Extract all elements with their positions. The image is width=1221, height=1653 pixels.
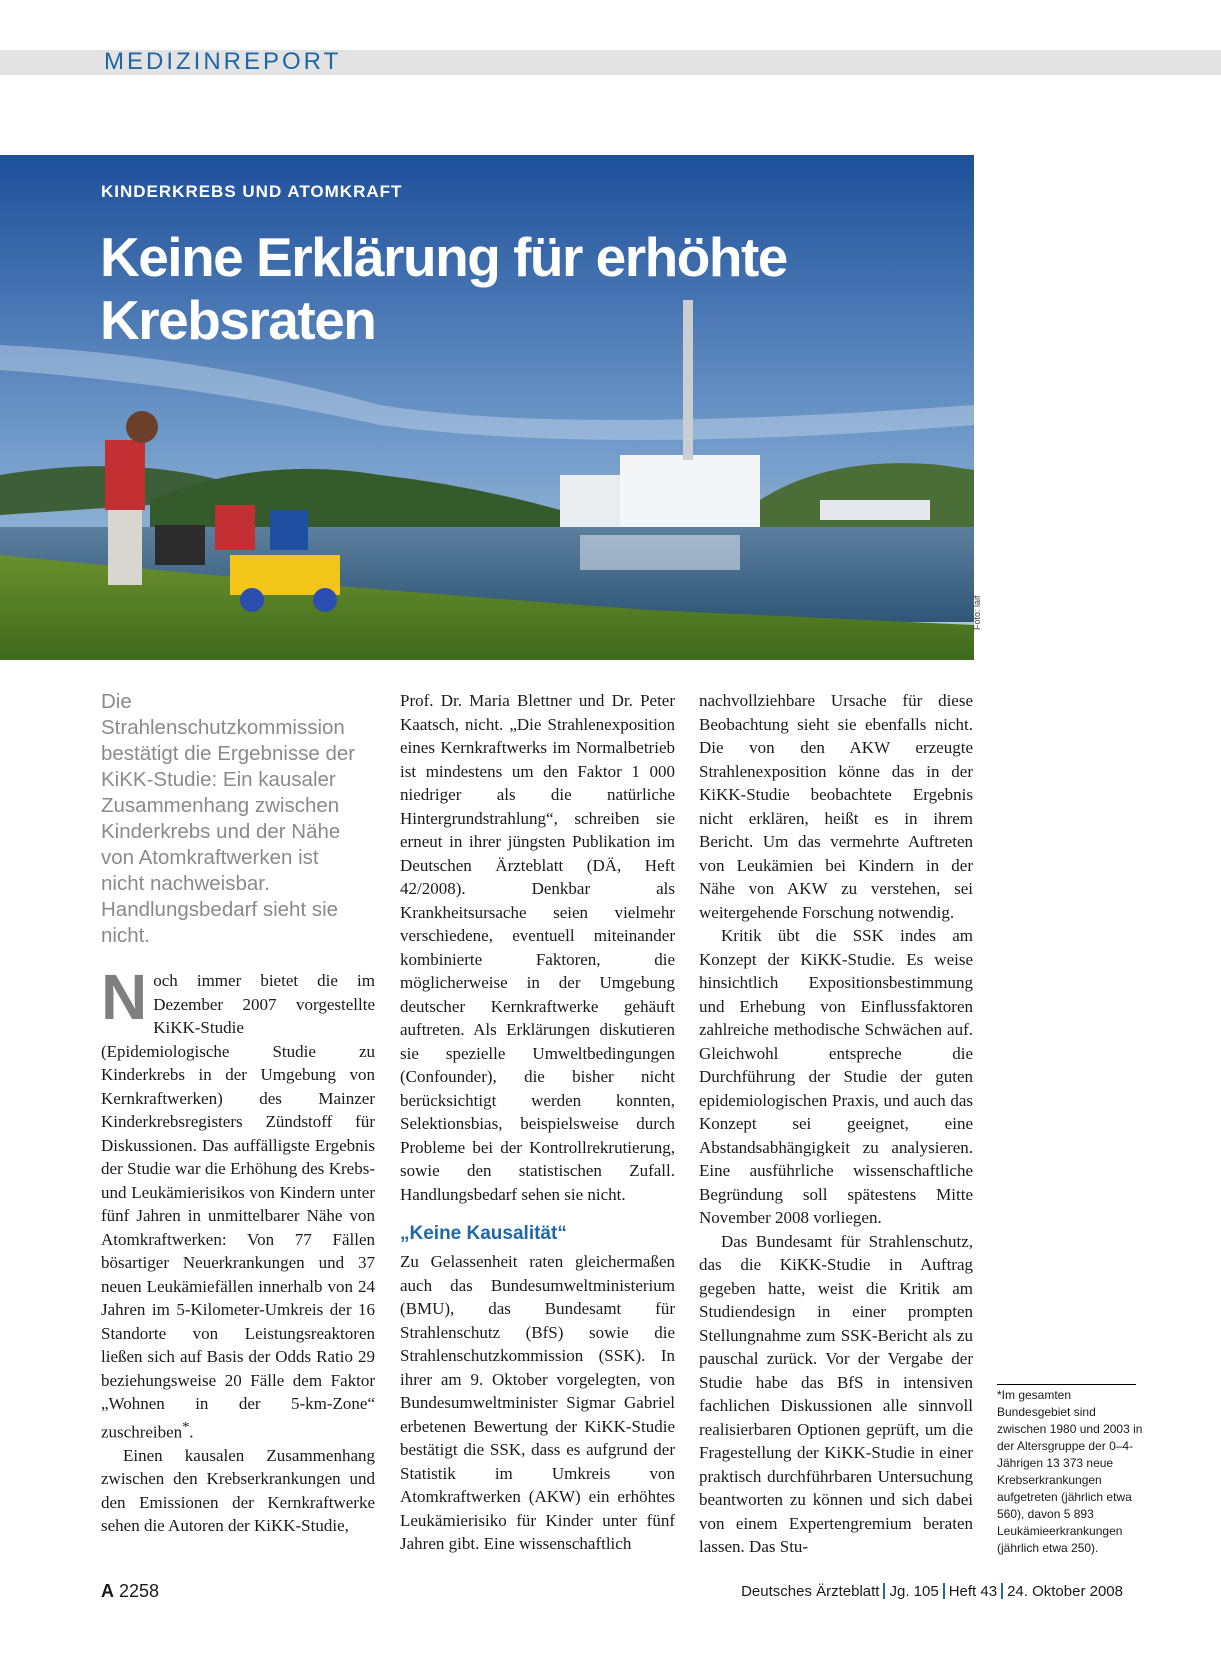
separator <box>883 1583 885 1599</box>
journal-info <box>741 1583 1123 1600</box>
body-paragraph-2: Einen kausalen Zusammenhang zwischen den Krebserkrankungen und den Emissionen der Kernkraftwerke sehen die Autoren der KiKK-Studie, <box>101 1445 375 1536</box>
page-number-value: 2258 <box>119 1581 160 1601</box>
footnote-marker: * <box>182 1418 190 1435</box>
subheading: „Keine Kausalität“ <box>400 1223 567 1244</box>
journal-date: 24. Oktober 2008 <box>1007 1583 1123 1600</box>
body-column-2 <box>400 689 675 1556</box>
body-paragraph-3: Zu Gelassenheit raten gleichermaßen auch das Bundesumweltministerium (BMU), das Bundesamt für Strahlenschutz (BfS) sowie die Strahlenschutzkommission (SSK). In ihrer am 9. Oktober vorgelegten, von Bundesumweltminister Sigmar Gabriel erbetenen Bewertung der KiKK-Studie bestätigt die SSK, dass es aufgrund der Statistik im Umkreis von Atomkraftwerken (AKW) ein erhöhtes Leukämierisiko für Kinder unter fünf Jahren gibt. Eine wissenschaftlich <box>400 1252 675 1553</box>
body-paragraph-5: Das Bundesamt für Strahlenschutz, das die KiKK-Studie in Auftrag gegeben hatte, weist die Kritik am Studiendesign in einer prompten Stellungnahme zum SSK-Bericht als zu pauschal zurück. Vor der Vergabe der Studie habe das BfS in intensiven fachlichen Diskussionen alle sinnvoll realisierbaren Optionen geprüft, um die Fragestellung der KiKK-Studie in einer praktisch durchführbaren Untersuchung beantworten zu können und sich dabei von einem Expertengremium beraten lassen. Das Stu- <box>699 1231 973 1556</box>
page-prefix: A <box>101 1581 114 1601</box>
body-paragraph-2-cont: Prof. Dr. Maria Blettner und Dr. Peter Kaatsch, nicht. „Die Strahlenexposition eines Kernkraftwerks im Normalbetrieb ist mindestens um den Faktor 1 000 niedriger als die natürliche Hintergrundstrahlung“, schreiben sie erneut in ihrer jüngsten Publikation im Deutschen Ärzteblatt (DÄ, Heft 42/2008). Denkbar als Krankheitsursache seien vielmehr verschiedene, eventuell miteinander kombinierte Faktoren, die möglicherweise in der Umgebung deutscher Kernkraftwerke gehäuft auftreten. Als Erklärungen diskutieren sie spezielle Umweltbedingungen (Confounder), die bisher nicht berücksichtigt werden konnten, Selektionsbias, beispielsweise durch Probleme bei der Kontrollrekrutierung, sowie den statistischen Zufall. Handlungsbedarf sehen sie nicht. <box>400 691 675 1204</box>
body-paragraph-1 <box>101 961 375 1444</box>
footnote: *Im gesamten Bundesgebiet sind zwischen 1980 und 2003 in der Altersgruppe der 0–4-Jährigen 13 373 neue Krebserkrankungen aufgetreten (jährlich etwa 560), davon 5 893 Leukämieerkrankungen (jährlich etwa 250). <box>997 1388 1143 1555</box>
lead-paragraph: Die Strahlenschutzkommission bestätigt die Ergebnisse der KiKK-Studie: Ein kausaler Zusammenhang zwischen Kinderkrebs und der Nähe von Atomkraftwerken ist nicht nachweisbar. Handlungsbedarf sieht sie nicht. <box>101 690 356 947</box>
page-number <box>101 1581 159 1602</box>
body-paragraph-4: Kritik übt die SSK indes am Konzept der KiKK-Studie. Es weise hinsichtlich Expositionsbestimmung und Erhebung von Einflussfaktoren zahlreiche methodische Schwächen auf. Gleichwohl entspreche die Durchführung der Studie der guten epidemiologischen Praxis, und auch das Konzept sei geeignet, eine Abstandsabhängigkeit zu analysieren. Eine ausführliche wissenschaftliche Begründung soll spätestens Mitte November 2008 vorliegen. <box>699 926 973 1227</box>
body-text: och immer bietet die im Dezember 2007 vorgestellte KiKK-Studie (Epidemiologische Studie zu Kinderkrebs in der Umgebung von Kernkraftwerken) des Mainzer Kinderkrebsregisters Zündstoff für Diskussionen. Das auffälligste Ergebnis der Studie war die Erhöhung des Krebs- und Leukämierisikos von Kindern unter fünf Jahren in unmittelbarer Nähe von Atomkraftwerken: Von 77 Fällen bösartiger Neuerkrankungen und 37 neuen Leukämiefällen innerhalb von 24 Jahren im 5-Kilometer-Umkreis der 16 Standorte von Leistungsreaktoren ließen sich auf Basis der Odds Ratio 29 beziehungsweise 20 Fälle dem Faktor „Wohnen in der 5-km-Zone“ zuschreiben <box>101 971 375 1442</box>
kicker: KINDERKREBS UND ATOMKRAFT <box>101 182 403 201</box>
journal-issue: Heft 43 <box>948 1583 998 1600</box>
separator <box>1001 1583 1003 1599</box>
journal-name: Deutsches Ärzteblatt <box>741 1583 880 1600</box>
body-paragraph-3-cont: nachvollziehbare Ursache für diese Beobachtung sieht sie ebenfalls nicht. Die von den AKW erzeugte Strahlenexposition könne das in der KiKK-Studie beobachtete Ergebnis nicht erklären, heißt es in ihrem Bericht. Um das vermehrte Auftreten von Leukämien bei Kindern in der Nähe von AKW zu verstehen, sei weitergehende Forschung notwendig. <box>699 691 973 922</box>
body-text-end: . <box>189 1422 194 1442</box>
separator <box>943 1583 945 1599</box>
journal-volume: Jg. 105 <box>889 1583 939 1600</box>
photo-credit: Foto: laif <box>972 595 982 630</box>
headline: Keine Erklärung für erhöhte Krebsraten <box>100 226 787 351</box>
section-label: MEDIZINREPORT <box>104 48 342 75</box>
body-column-3 <box>699 689 973 1559</box>
dropcap: N <box>101 961 148 1033</box>
footnote-rule <box>997 1384 1136 1385</box>
body-column-1 <box>101 961 375 1538</box>
